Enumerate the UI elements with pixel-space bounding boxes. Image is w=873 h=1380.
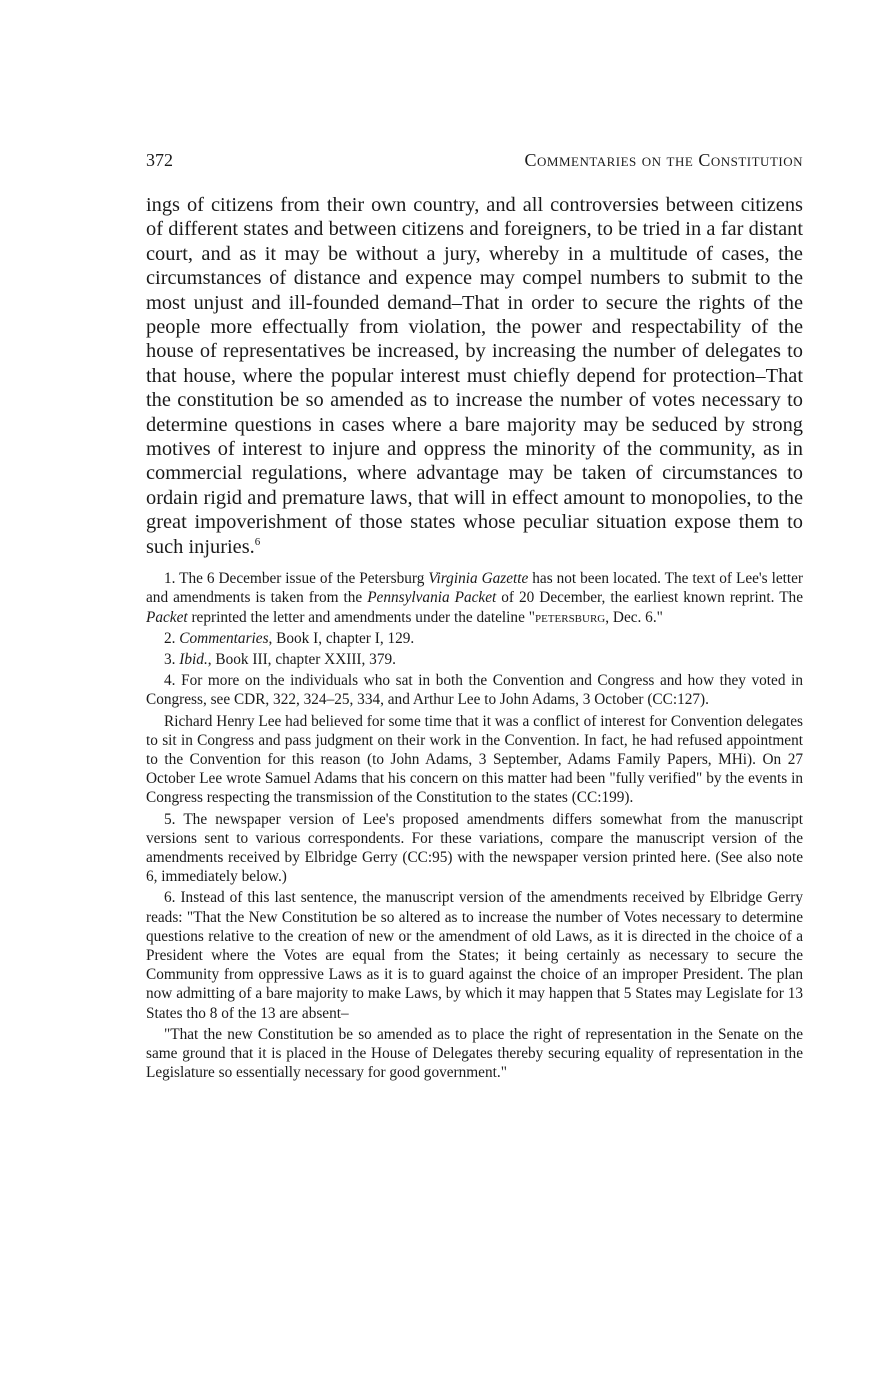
note-1: 1. The 6 December issue of the Petersburg Virginia Gazette has not been located. The text of Lee's letter and amendments is taken from the Pennsylvania Packet of 20 December, the earliest known reprint. The Packet reprinted the letter and amendments under the dateline "petersburg, Dec. 6." xyxy=(146,570,803,626)
note-6: 6. Instead of this last sentence, the manuscript version of the amendments received by Elbridge Gerry reads: "That the New Constitution be so altered as to increase the number of Votes necessary to determine questions relative to the creation of new or the amendment of old Laws, as it is directed in the choice of a President where the Votes are equal from the States; it being certainly as necessary to secure the Community from oppressive Laws as it is to guard against the choice of an improper President. The plan now admitting of a bare majority to make Laws, by which it may happen that 5 States may Legislate for 13 States tho 8 of the 13 are absent– xyxy=(146,889,803,1022)
note-6-continued: "That the new Constitution be so amended as to place the right of representation in the Senate on the same ground that it is placed in the House of Delegates thereby securing equality of representation in the Legislature so essentially necessary for good government." xyxy=(146,1025,803,1082)
note-3: 3. Ibid., Book III, chapter XXIII, 379. xyxy=(164,650,396,668)
notes-section xyxy=(146,569,803,1082)
note-5: 5. The newspaper version of Lee's proposed amendments differs somewhat from the manuscript versions sent to various correspondents. For these variations, compare the manuscript version of the amendments received by Elbridge Gerry (CC:95) with the newspaper version printed here. (See also note 6, immediately below.) xyxy=(146,810,803,886)
footnote-ref: 6 xyxy=(254,535,261,548)
page-number: 372 xyxy=(146,150,173,170)
page-header xyxy=(146,150,803,171)
note-4-continued: Richard Henry Lee had believed for some time that it was a conflict of interest for Convention delegates to sit in Congress and pass judgment on their work in the Convention. In fact, he had refused appointment to the Convention for this reason (to John Adams, 3 September, Adams Family Papers, MHi). On 27 October Lee wrote Samuel Adams that his concern on this matter had been "fully verified" by the events in Congress respecting the transmission of the Constitution to the states (CC:199). xyxy=(146,712,803,807)
body-paragraph xyxy=(146,193,803,559)
running-head: Commentaries on the Constitution xyxy=(524,150,803,170)
note-4: 4. For more on the individuals who sat in both the Convention and Congress and how they voted in Congress, see CDR, 322, 324–25, 334, and Arthur Lee to John Adams, 3 October (CC:127). xyxy=(146,672,803,709)
body-text: ings of citizens from their own country, and all controversies between citizens of different states and between citizens and foreigners, to be tried in a far distant court, and as it may be without a jury, whereby in a multitude of cases, the circumstances of distance and expence may compel numbers to submit to the most unjust and ill-founded demand–That in order to secure the rights of the people more effectually from violation, the power and respectability of the house of representatives be increased, by increasing the number of delegates to that house, where the popular interest must chiefly depend for protection–That the constitution be so amended as to increase the number of votes necessary to determine questions in cases where a bare majority may be seduced by strong motives of interest to injure and oppress the minority of the community, as in commercial regulations, where advantage may be taken of circumstances to ordain rigid and premature laws, that will in effect amount to monopolies, to the great impoverishment of those states whose peculiar situation expose them to such injuries. xyxy=(146,194,803,558)
note-2: 2. Commentaries, Book I, chapter I, 129. xyxy=(164,629,415,647)
page xyxy=(146,150,803,1084)
